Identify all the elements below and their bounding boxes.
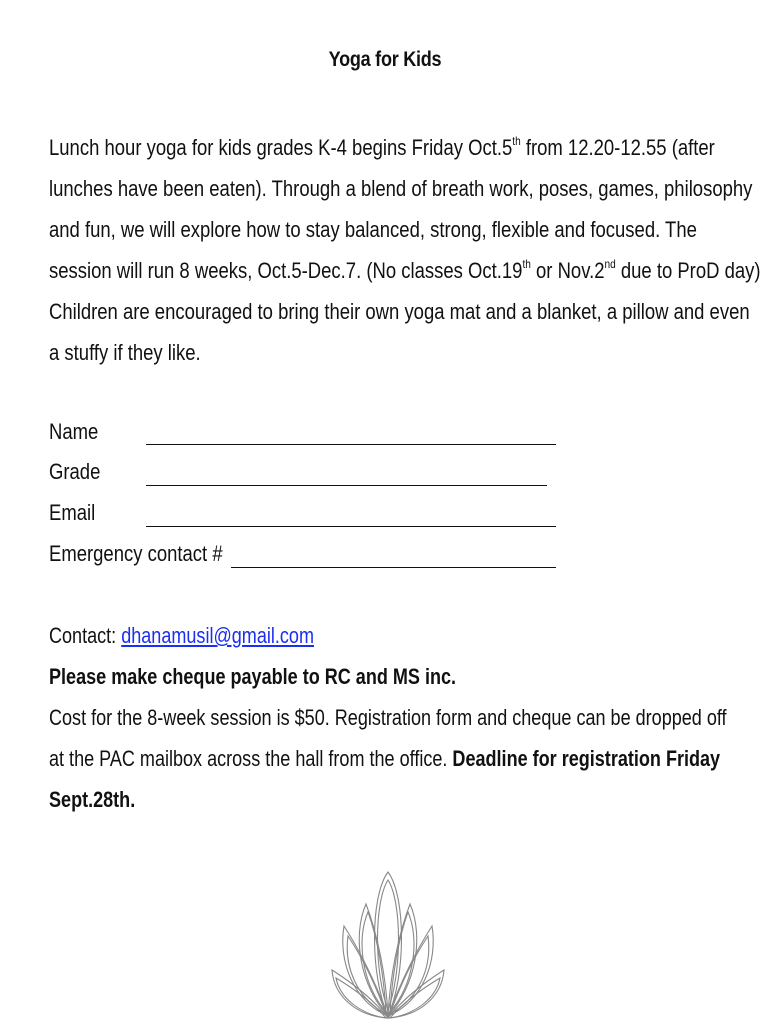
grade-blank-line[interactable] — [146, 485, 547, 486]
grade-label: Grade — [49, 459, 101, 484]
intro-text: due to ProD day) — [615, 258, 761, 283]
emergency-contact-label: Emergency contact # — [49, 541, 223, 566]
email-label: Email — [49, 500, 96, 525]
cost-line: Cost for the 8-week session is $50. Registration form and cheque can be dropped off — [49, 705, 727, 730]
name-field-row — [49, 412, 108, 452]
ordinal-superscript: nd — [604, 257, 616, 271]
intro-line-6: a stuffy if they like. — [49, 340, 201, 365]
intro-text: Lunch hour yoga for kids grades K-4 begins Friday Oct.5 — [49, 135, 513, 160]
intro-paragraph — [49, 127, 761, 373]
dropoff-line — [49, 738, 754, 779]
intro-line-2: lunches have been eaten). Through a blend of breath work, poses, games, philosophy — [49, 176, 753, 201]
deadline-date: Sept.28th. — [49, 787, 136, 812]
grade-field-row — [49, 452, 110, 492]
ordinal-superscript: th — [512, 134, 521, 148]
contact-email-link[interactable]: dhanamusil@gmail.com — [121, 623, 314, 648]
contact-section — [49, 615, 754, 820]
intro-text: session will run 8 weeks, Oct.5-Dec.7. (No classes Oct.19 — [49, 258, 523, 283]
cheque-note: Please make cheque payable to RC and MS inc. — [49, 664, 457, 689]
intro-text: from 12.20-12.55 (after — [520, 135, 715, 160]
intro-line-3: and fun, we will explore how to stay balanced, strong, flexible and focused. The — [49, 217, 697, 242]
intro-text: or Nov.2 — [530, 258, 605, 283]
emergency-contact-blank-line[interactable] — [231, 567, 556, 568]
lotus-icon — [330, 866, 446, 1024]
email-blank-line[interactable] — [146, 526, 556, 527]
dropoff-text: at the PAC mailbox across the hall from the office. — [49, 746, 453, 771]
name-label: Name — [49, 419, 99, 444]
intro-line-1 — [49, 127, 721, 168]
name-blank-line[interactable] — [146, 444, 556, 445]
emergency-field-row — [49, 534, 256, 574]
deadline-text: Deadline for registration Friday — [452, 746, 721, 771]
contact-prefix: Contact: — [49, 623, 122, 648]
contact-line — [49, 615, 754, 656]
ordinal-superscript: th — [522, 257, 531, 271]
document-title: Yoga for Kids — [328, 48, 442, 71]
email-field-row — [49, 493, 104, 533]
intro-line-4 — [49, 250, 761, 291]
intro-line-5: Children are encouraged to bring their own yoga mat and a blanket, a pillow and even — [49, 299, 750, 324]
